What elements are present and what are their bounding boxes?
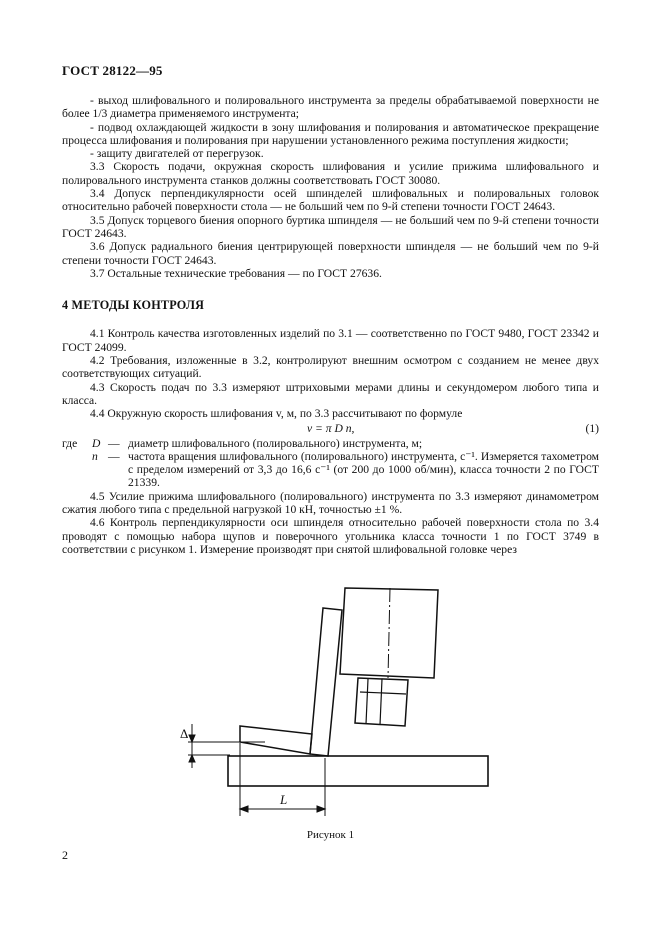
paragraph: - защиту двигателей от перегрузок. (90, 147, 264, 161)
paragraph: 4.3 Скорость подач по 3.3 измеряют штриховыми мерами длины и секундомером любого типа и класса. (62, 380, 599, 407)
definition-dash: — (108, 436, 120, 450)
definition-text: частота вращения шлифовального (полировального) инструмента, с⁻¹. Измеряется тахометром с пределом измерений от 3,3 до 16,6 с⁻¹ (от 200 до 1000 об/мин), класса точности 2 по ГОСТ 21339. (128, 449, 599, 490)
page-header: ГОСТ 28122—95 (62, 63, 163, 78)
definition-row (62, 450, 599, 490)
paragraph: 4.1 Контроль качества изготовленных изделий по 3.1 — соответственно по ГОСТ 9480, ГОСТ 23342 и ГОСТ 24099. (62, 327, 599, 354)
tool-holder-line (380, 679, 382, 725)
delta-arrowhead (189, 735, 195, 742)
paragraph: - подвод охлаждающей жидкости в зону шлифования и полирования и автоматическое прекращение процесса шлифования и полирования при нарушении установленного режима поступления жидкости; (62, 120, 599, 147)
formula-number: (1) (585, 421, 599, 435)
page-number: 2 (62, 848, 68, 862)
paragraph: 3.7 Остальные технические требования — по ГОСТ 27636. (90, 266, 382, 280)
paragraph: 4.5 Усилие прижима шлифовального (полировального) инструмента по 3.3 измеряют динамометром сжатия любого типа с предельной нагрузкой 10 кН, точностью ±1 %. (62, 489, 599, 517)
paragraph: 3.5 Допуск торцевого биения опорного буртика шпинделя — не больший чем по 9-й степени точности ГОСТ 24643. (62, 213, 599, 240)
definitions (62, 437, 599, 490)
figure-caption: Рисунок 1 (306, 829, 355, 841)
l-label: L (280, 792, 288, 807)
formula (62, 422, 599, 436)
square-vertical-arm (310, 608, 342, 756)
delta-arrowhead (189, 755, 195, 762)
definition-row (62, 437, 599, 450)
paragraph: 3.6 Допуск радиального биения центрирующей поверхности шпинделя — не больший чем по 9-й степени точности ГОСТ 24643. (62, 240, 599, 267)
formula-expression: v = π D n, (307, 421, 355, 435)
definition-lead (62, 450, 92, 490)
dim-arrowhead (240, 806, 248, 812)
definition-lead: где (62, 436, 78, 450)
definition-symbol: D (92, 436, 101, 450)
document-body (62, 94, 599, 556)
spindle-axis (388, 588, 390, 678)
paragraph: - выход шлифовального и полировального инструмента за пределы обрабатываемой поверхности не более 1/3 диаметра применяемого инструмента; (62, 94, 599, 121)
paragraph: 3.4 Допуск перпендикулярности осей шпинделей шлифовальных и полировальных головок относительно рабочей поверхности стола — не больший чем по 9-й степени точности ГОСТ 24643. (62, 187, 599, 214)
square-horizontal-arm (240, 726, 312, 754)
tool-holder-line (366, 679, 368, 724)
paragraph: 3.3 Скорость подачи, окружная скорость шлифования и усилие прижима шлифовального и полировального инструмента станков должны соответствовать ГОСТ 30080. (62, 160, 599, 187)
paragraph: 4.6 Контроль перпендикулярности оси шпинделя относительно рабочей поверхности стола по 3.4 проводят с помощью набора щупов и поверочного угольника класса точности 1 по ГОСТ 3749 в соответствии с рисунком 1. Измерение производят при снятой шлифовальной головке через (62, 516, 599, 556)
figure-1-drawing (170, 578, 500, 828)
paragraph: 4.4 Окружную скорость шлифования v, м, по 3.3 рассчитывают по формуле (90, 407, 463, 421)
definition-dash: — (108, 449, 120, 463)
definition-text: диаметр шлифовального (полировального) инструмента, м; (128, 436, 423, 450)
table (228, 756, 488, 786)
section-title: 4 МЕТОДЫ КОНТРОЛЯ (62, 298, 205, 313)
dim-arrowhead (317, 806, 325, 812)
paragraph: 4.2 Требования, изложенные в 3.2, контролируют внешним осмотром с созданием не менее двух соответствующих ситуаций. (62, 354, 599, 381)
delta-label: Δ (180, 726, 189, 741)
definition-symbol: n (92, 449, 98, 463)
